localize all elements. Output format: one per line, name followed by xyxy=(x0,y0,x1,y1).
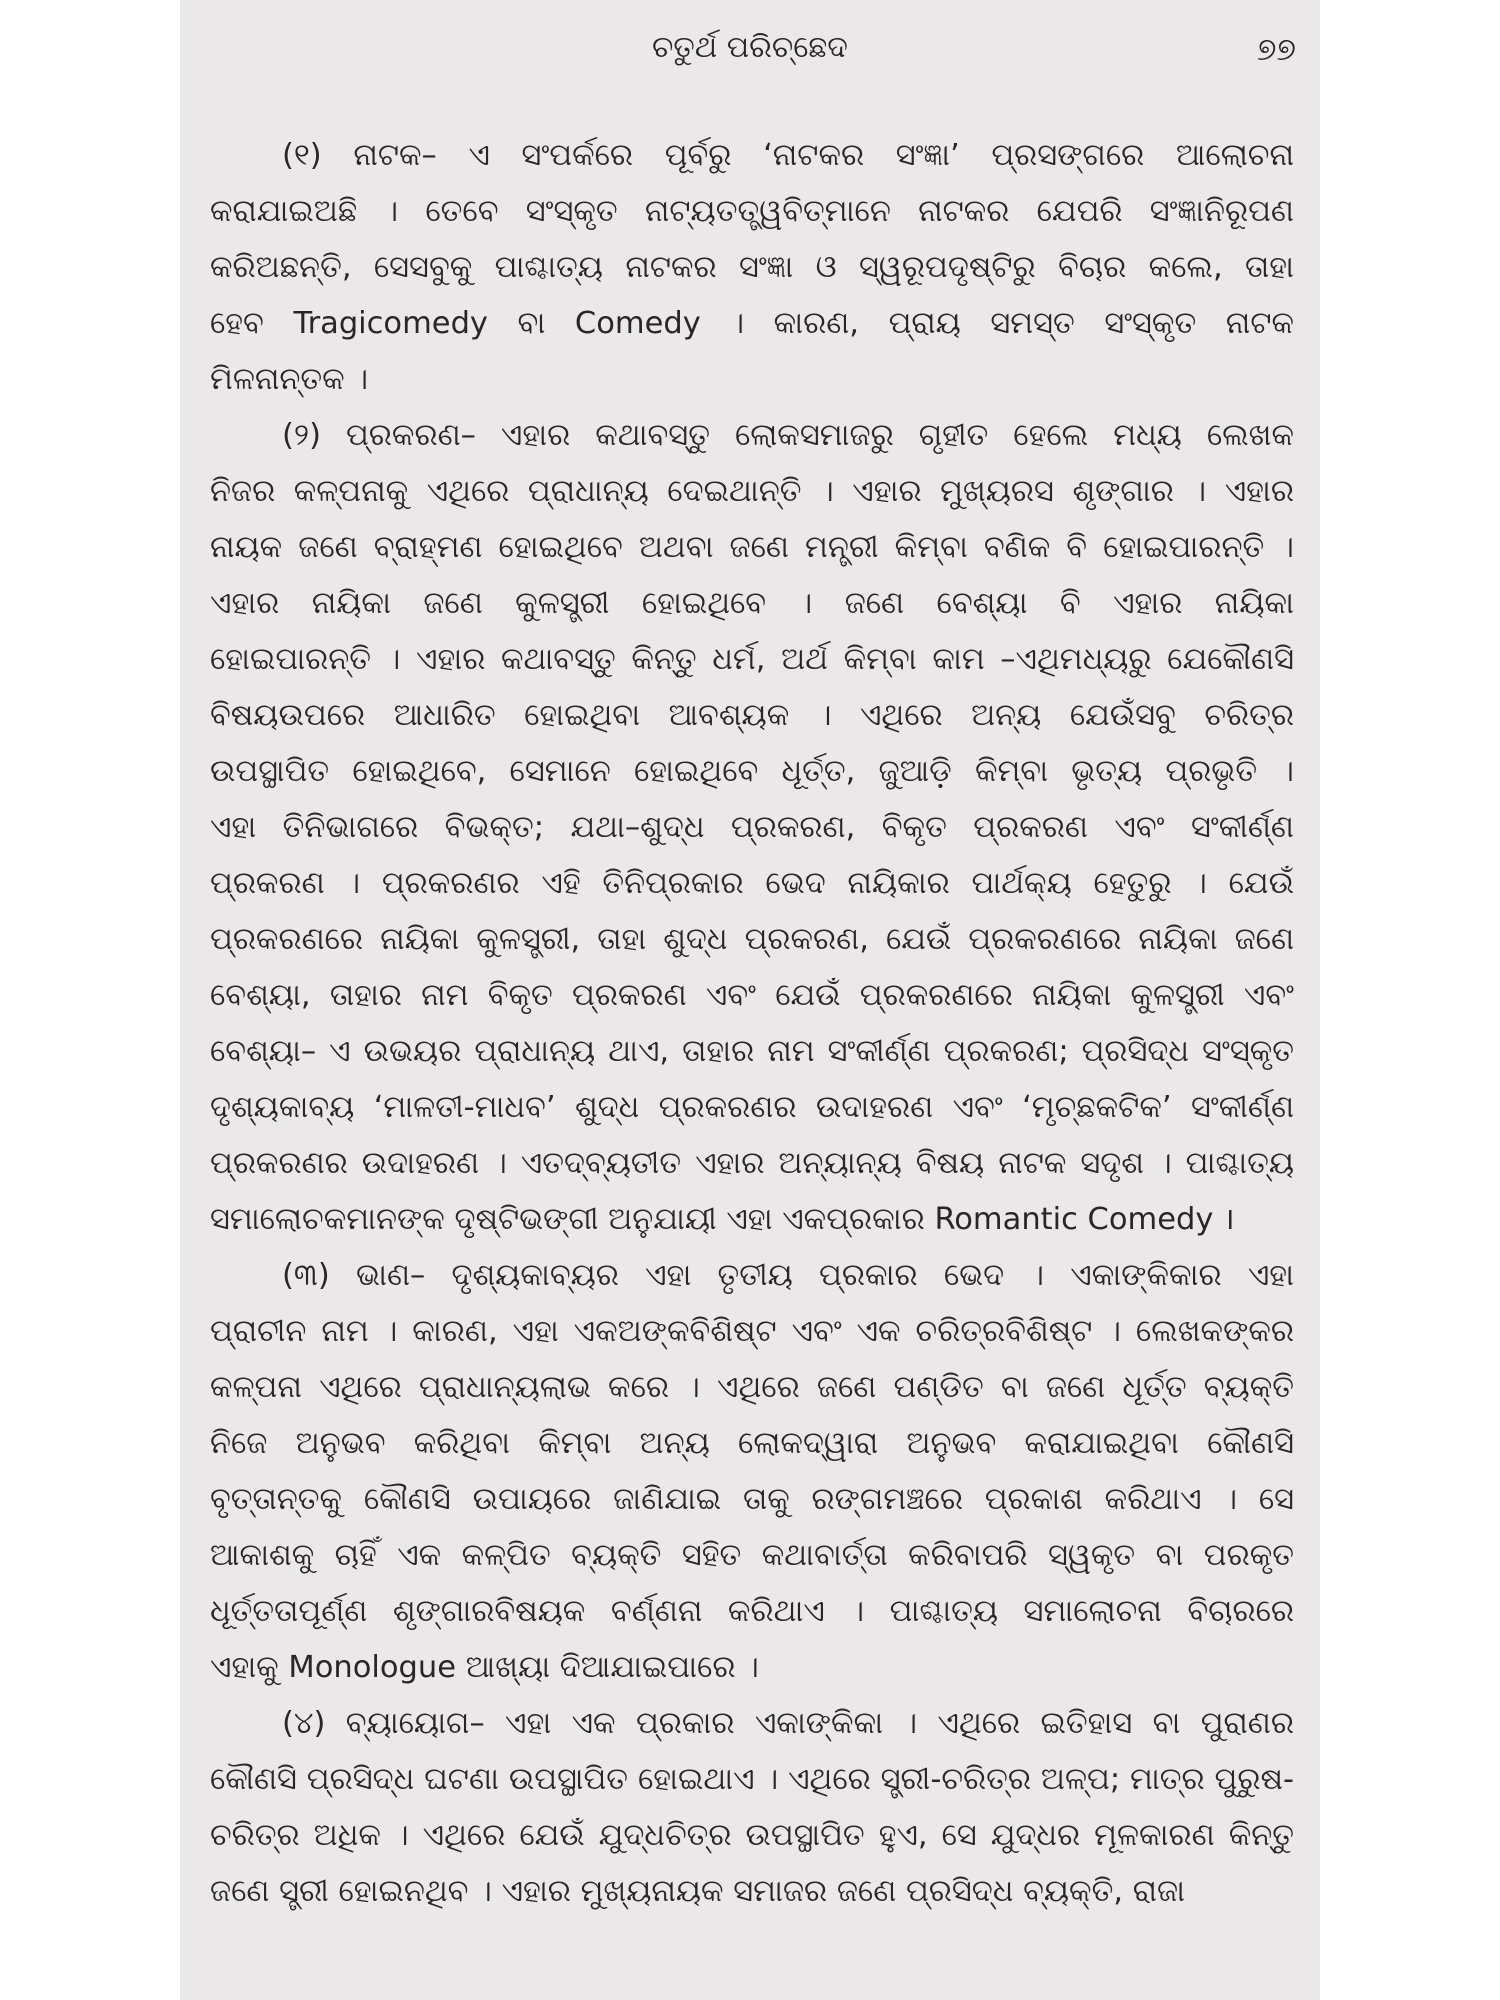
page-header xyxy=(180,18,1320,98)
page-body xyxy=(210,128,1294,1920)
text-line: କଳ୍ପନା ଏଥିରେ ପ୍ରାଧାନ୍ୟଲାଭ କରେ । ଏଥିରେ ଜଣେ ପଣ୍ଡିତ ବା ଜଣେ ଧୂର୍ତ୍ତ ବ୍ୟକ୍ତି xyxy=(210,1370,1294,1405)
text-line: ପ୍ରକରଣ । ପ୍ରକରଣର ଏହି ତିନିପ୍ରକାର ଭେଦ ନାୟିକାର ପାର୍ଥକ୍ୟ ହେତୁରୁ । ଯେଉଁ xyxy=(210,866,1294,901)
text-line: ସମାଲୋଚକମାନଙ୍କ ଦୃଷ୍ଟିଭଙ୍ଗୀ ଅନୁଯାୟୀ ଏହା ଏକପ୍ରକାର Romantic Comedy । xyxy=(210,1202,1235,1237)
text-line: (୧) ନାଟକ– ଏ ସଂପର୍କରେ ପୂର୍ବରୁ ‘ନାଟକର ସଂଜ୍ଞା’ ପ୍ରସଙ୍ଗରେ ଆଲୋଚନା xyxy=(282,138,1294,173)
text-line: ବିଷୟଉପରେ ଆଧାରିତ ହୋଇଥିବା ଆବଶ୍ୟକ । ଏଥିରେ ଅନ୍ୟ ଯେଉଁସବୁ ଚରିତ୍ର xyxy=(210,698,1294,733)
text-line: ନିଜର କଳ୍ପନାକୁ ଏଥିରେ ପ୍ରାଧାନ୍ୟ ଦେଇଥାନ୍ତି । ଏହାର ମୁଖ୍ୟରସ ଶୃଙ୍ଗାର । ଏହାର xyxy=(210,474,1294,509)
paragraph-2 xyxy=(210,408,1294,1248)
text-line: ଏହା ତିନିଭାଗରେ ବିଭକ୍ତ; ଯଥା–ଶୁଦ୍ଧ ପ୍ରକରଣ, ବିକୃତ ପ୍ରକରଣ ଏବଂ ସଂକୀର୍ଣ୍ଣ xyxy=(210,810,1294,845)
book-page xyxy=(180,0,1320,2000)
text-line: ବେଶ୍ୟା– ଏ ଉଭୟର ପ୍ରାଧାନ୍ୟ ଥାଏ, ତାହାର ନାମ ସଂକୀର୍ଣ୍ଣ ପ୍ରକରଣ; ପ୍ରସିଦ୍ଧ ସଂସ୍କୃତ xyxy=(210,1034,1294,1069)
text-line: ହୋଇପାରନ୍ତି । ଏହାର କଥାବସ୍ତୁ କିନ୍ତୁ ଧର୍ମ, ଅର୍ଥ କିମ୍ବା କାମ –ଏଥିମଧ୍ୟରୁ ଯେକୌଣସି xyxy=(210,642,1294,677)
paragraph-3 xyxy=(210,1248,1294,1696)
text-line: ବୃତ୍ତାନ୍ତକୁ କୌଣସି ଉପାୟରେ ଜାଣିଯାଇ ତାକୁ ରଙ୍ଗମଞ୍ଚରେ ପ୍ରକାଶ କରିଥାଏ । ସେ xyxy=(210,1482,1294,1517)
text-line: ବେଶ୍ୟା, ତାହାର ନାମ ବିକୃତ ପ୍ରକରଣ ଏବଂ ଯେଉଁ ପ୍ରକରଣରେ ନାୟିକା କୁଳସ୍ତ୍ରୀ ଏବଂ xyxy=(210,978,1294,1013)
text-line: ନିଜେ ଅନୁଭବ କରିଥିବା କିମ୍ବା ଅନ୍ୟ ଲୋକଦ୍ୱାରା ଅନୁଭବ କରାଯାଇଥିବା କୌଣସି xyxy=(210,1426,1294,1461)
text-line: (୨) ପ୍ରକରଣ– ଏହାର କଥାବସ୍ତୁ ଲୋକସମାଜରୁ ଗୃହୀତ ହେଲେ ମଧ୍ୟ ଲେଖକ xyxy=(282,418,1294,453)
text-line: ନାୟକ ଜଣେ ବ୍ରାହ୍ମଣ ହୋଇଥିବେ ଅଥବା ଜଣେ ମନ୍ତ୍ରୀ କିମ୍ବା ବଣିକ ବି ହୋଇପାରନ୍ତି । xyxy=(210,530,1294,565)
paragraph-4 xyxy=(210,1696,1294,1920)
page-number: ୭୭ xyxy=(1256,30,1296,68)
text-line: ଏହାର ନାୟିକା ଜଣେ କୁଳସ୍ତ୍ରୀ ହୋଇଥିବେ । ଜଣେ ବେଶ୍ୟା ବି ଏହାର ନାୟିକା xyxy=(210,586,1294,621)
text-line: ମିଳନାନ୍ତକ । xyxy=(210,362,369,397)
text-line: (୪) ବ୍ୟାୟୋଗ– ଏହା ଏକ ପ୍ରକାର ଏକାଙ୍କିକା । ଏଥିରେ ଇତିହାସ ବା ପୁରାଣର xyxy=(282,1706,1294,1741)
text-line: ପ୍ରକରଣରେ ନାୟିକା କୁଳସ୍ତ୍ରୀ, ତାହା ଶୁଦ୍ଧ ପ୍ରକରଣ, ଯେଉଁ ପ୍ରକରଣରେ ନାୟିକା ଜଣେ xyxy=(210,922,1294,957)
text-line: ଧୂର୍ତ୍ତତାପୂର୍ଣ୍ଣ ଶୃଙ୍ଗାରବିଷୟକ ବର୍ଣ୍ଣନା କରିଥାଏ । ପାଶ୍ଚାତ୍ୟ ସମାଲୋଚନା ବିଚାରରେ xyxy=(210,1594,1294,1629)
text-line: ପ୍ରକରଣର ଉଦାହରଣ । ଏତଦ୍‌ବ୍ୟତୀତ ଏହାର ଅନ୍ୟାନ୍ୟ ବିଷୟ ନାଟକ ସଦୃଶ । ପାଶ୍ଚାତ୍ୟ xyxy=(210,1146,1294,1181)
text-line: ହେବ Tragicomedy ବା Comedy । କାରଣ, ପ୍ରାୟ ସମସ୍ତ ସଂସ୍କୃତ ନାଟକ xyxy=(210,306,1294,341)
text-line: ଦୃଶ୍ୟକାବ୍ୟ ‘ମାଳତୀ-ମାଧବ’ ଶୁଦ୍ଧ ପ୍ରକରଣର ଉଦାହରଣ ଏବଂ ‘ମୃଚ୍ଛକଟିକ’ ସଂକୀର୍ଣ୍ଣ xyxy=(210,1090,1294,1125)
text-line: ଜଣେ ସ୍ତ୍ରୀ ହୋଇନଥିବ । ଏହାର ମୁଖ୍ୟନାୟକ ସମାଜର ଜଣେ ପ୍ରସିଦ୍ଧ ବ୍ୟକ୍ତି, ରାଜା xyxy=(210,1874,1186,1909)
text-line: ଏହାକୁ Monologue ଆଖ୍ୟା ଦିଆଯାଇପାରେ । xyxy=(210,1650,759,1685)
text-line: ଉପସ୍ଥାପିତ ହୋଇଥିବେ, ସେମାନେ ହୋଇଥିବେ ଧୂର୍ତ୍ତ, ଜୁଆଡ଼ି କିମ୍ବା ଭୃତ୍ୟ ପ୍ରଭୃତି । xyxy=(210,754,1294,789)
text-line: ଆକାଶକୁ ଚାହିଁ ଏକ କଳ୍ପିତ ବ୍ୟକ୍ତି ସହିତ କଥାବାର୍ତ୍ତା କରିବାପରି ସ୍ୱକୃତ ବା ପରକୃତ xyxy=(210,1538,1294,1573)
text-line: (୩) ଭାଣ– ଦୃଶ୍ୟକାବ୍ୟର ଏହା ତୃତୀୟ ପ୍ରକାର ଭେଦ । ଏକାଙ୍କିକାର ଏହା xyxy=(282,1258,1294,1293)
text-line: ପ୍ରାଚୀନ ନାମ । କାରଣ, ଏହା ଏକଅଙ୍କବିଶିଷ୍ଟ ଏବଂ ଏକ ଚରିତ୍ରବିଶିଷ୍ଟ । ଲେଖକଙ୍କର xyxy=(210,1314,1294,1349)
text-line: କରିଅଛନ୍ତି, ସେସବୁକୁ ପାଶ୍ଚାତ୍ୟ ନାଟକର ସଂଜ୍ଞା ଓ ସ୍ୱରୂପଦୃଷ୍ଟିରୁ ବିଚାର କଲେ, ତାହା xyxy=(210,250,1294,285)
chapter-title: ଚତୁର୍ଥ ପରିଚ୍ଛେଦ xyxy=(652,30,848,65)
text-line: ଚରିତ୍ର ଅଧିକ । ଏଥିରେ ଯେଉଁ ଯୁଦ୍ଧଚିତ୍ର ଉପସ୍ଥାପିତ ହୁଏ, ସେ ଯୁଦ୍ଧର ମୂଳକାରଣ କିନ୍ତୁ xyxy=(210,1818,1294,1853)
paragraph-1 xyxy=(210,128,1294,408)
text-line: କରାଯାଇଅଛି । ତେବେ ସଂସ୍କୃତ ନାଟ୍ୟତତ୍ତ୍ୱବିତ୍‌ମାନେ ନାଟକର ଯେପରି ସଂଜ୍ଞାନିରୂପଣ xyxy=(210,194,1294,229)
text-line: କୌଣସି ପ୍ରସିଦ୍ଧ ଘଟଣା ଉପସ୍ଥାପିତ ହୋଇଥାଏ । ଏଥିରେ ସ୍ତ୍ରୀ-ଚରିତ୍ର ଅଳ୍ପ; ମାତ୍ର ପୁରୁଷ- xyxy=(210,1762,1294,1797)
